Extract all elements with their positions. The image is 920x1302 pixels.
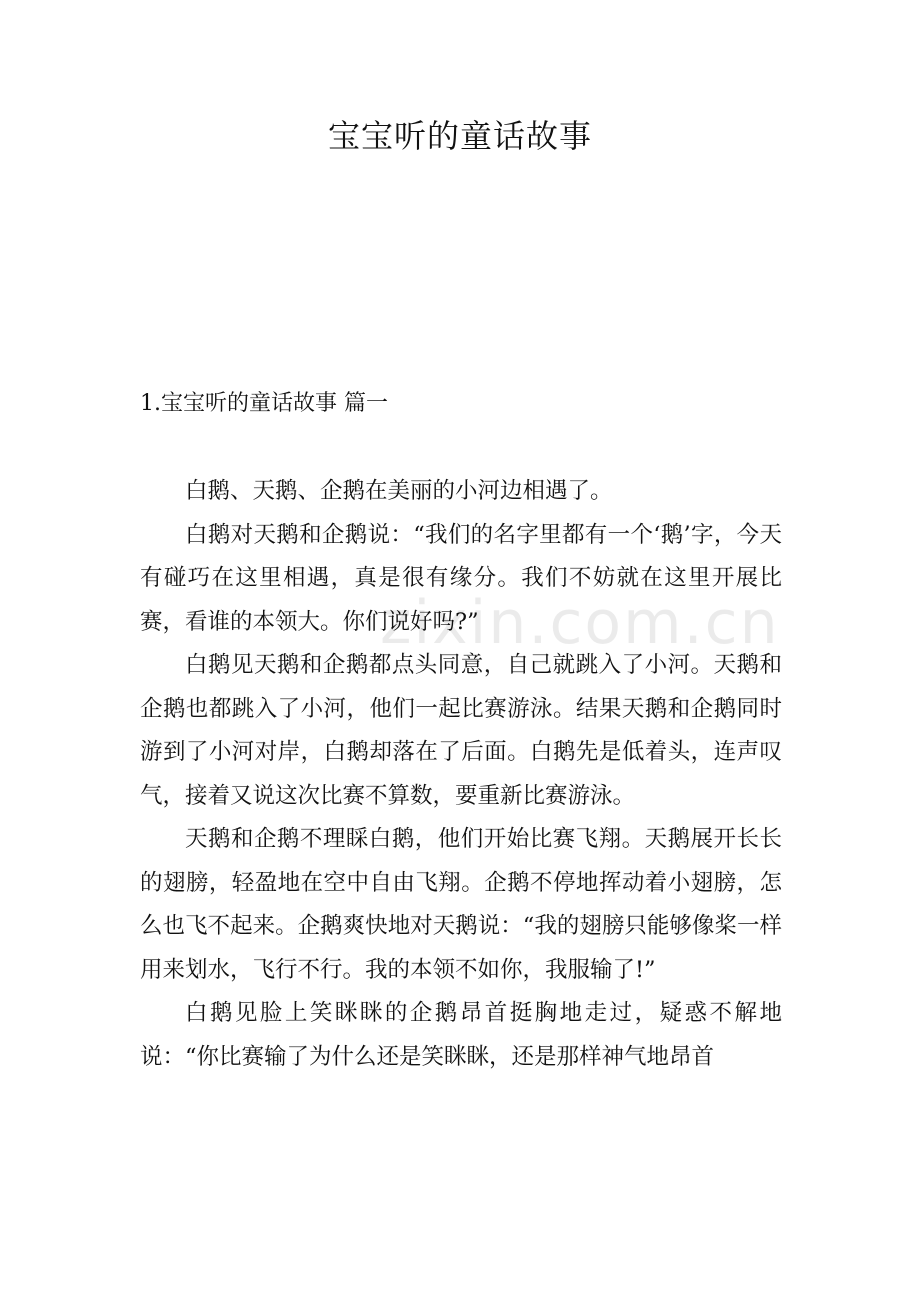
document-title: 宝宝听的童话故事 [327, 117, 592, 155]
watermark: zixin.com.cn [380, 588, 780, 658]
paragraph-5: 白鹅见脸上笑眯眯的企鹅昂首挺胸地走过，疑惑不解地说：“你比赛输了为什么还是笑眯眯，还是那样神气地昂首 [140, 1000, 782, 1070]
paragraph-4: 天鹅和企鹅不理睬白鹅，他们开始比赛飞翔。天鹅展开长长的翅膀，轻盈地在空中自由飞翔。企鹅不停地挥动着小翅膀，怎么也飞不起来。企鹅爽快地对天鹅说：“我的翅膀只能够像桨一样用来划水，飞行不行。我的本领不如你，我服输了!” [140, 826, 782, 983]
section-heading: 1.宝宝听的童话故事 篇一 [140, 391, 388, 416]
paragraph-3: 白鹅见天鹅和企鹅都点头同意，自己就跳入了小河。天鹅和企鹅也都跳入了小河，他们一起比赛游泳。结果天鹅和企鹅同时游到了小河对岸，白鹅却落在了后面。白鹅先是低着头，连声叹气，接着又说这次比赛不算数，要重新比赛游泳。 [140, 652, 782, 809]
story-body [140, 470, 782, 1079]
paragraph-2: 白鹅对天鹅和企鹅说：“我们的名字里都有一个‘鹅’字，今天有碰巧在这里相遇，真是很有缘分。我们不妨就在这里开展比赛，看谁的本领大。你们说好吗?” [140, 521, 782, 635]
paragraph-1: 白鹅、天鹅、企鹅在美丽的小河边相遇了。 [185, 478, 613, 504]
